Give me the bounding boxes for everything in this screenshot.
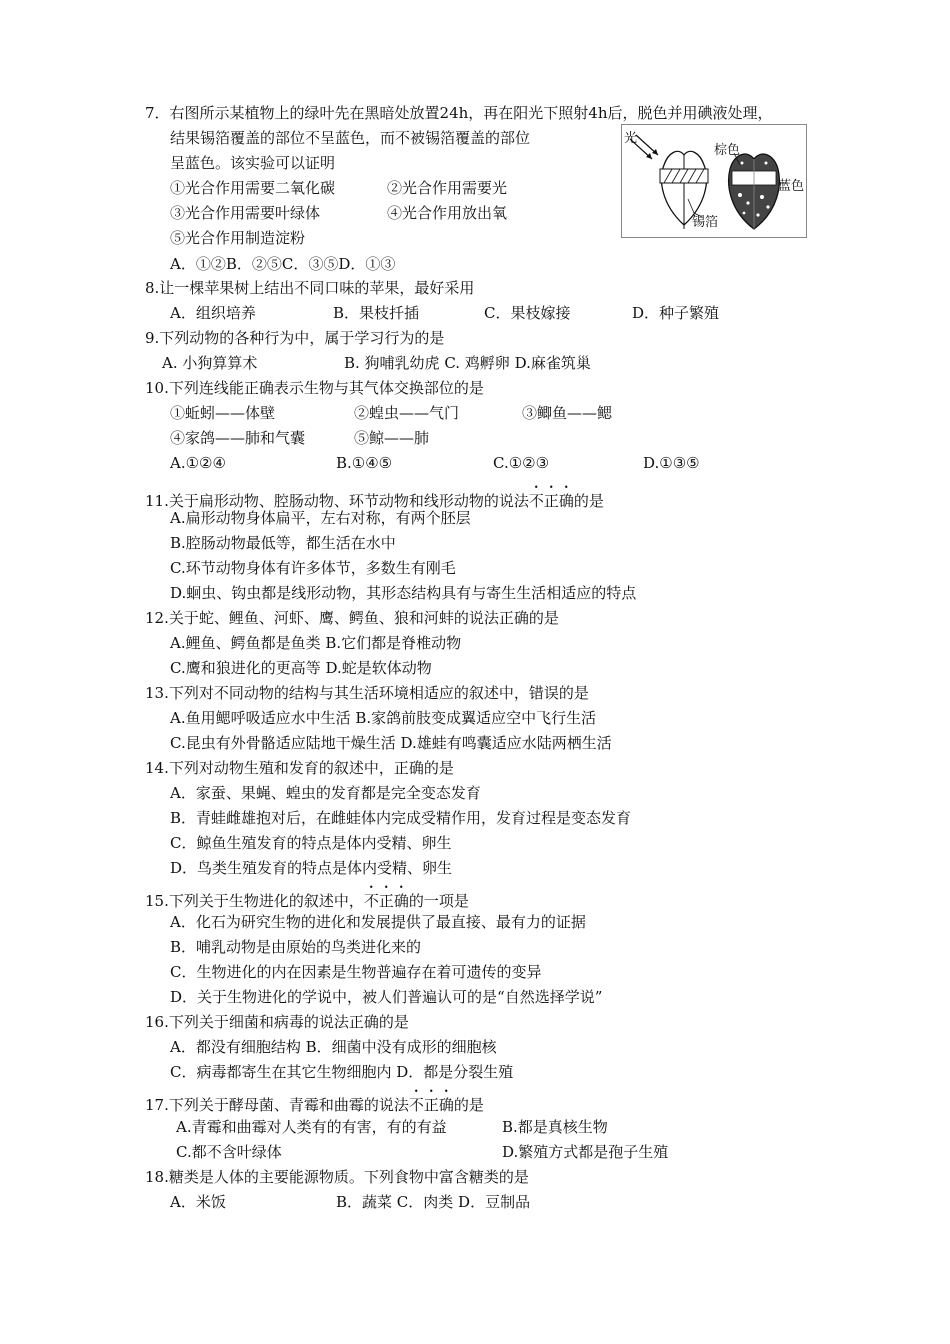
q9-options-bcd: B. 狗哺乳幼虎 C. 鸡孵卵 D.麻雀筑巢 — [344, 354, 591, 372]
emphasis-not-correct: 不正确 — [528, 492, 574, 510]
q7-stem-line2: 结果锡箔覆盖的部位不呈蓝色，而不被锡箔覆盖的部位 — [170, 129, 531, 147]
q7-options: A．①②B．②⑤C．③⑤D．①③ — [170, 255, 396, 273]
q10-stem: 10.下列连线能正确表示生物与其气体交换部位的是 — [145, 379, 484, 397]
q15-option-c: C．生物进化的内在因素是生物普遍存在着可遗传的变异 — [170, 963, 542, 981]
q17-option-a: A.青霉和曲霉对人类有的有害，有的有益 — [176, 1118, 447, 1136]
emphasis-not-correct: 不正确 — [408, 1096, 454, 1114]
q15-stem: 15.下列关于生物进化的叙述中，不正确的一项是 — [145, 892, 469, 910]
q17-option-b: B.都是真核生物 — [502, 1118, 608, 1136]
q11-option-d: D.蛔虫、钩虫都是线形动物，其形态结构具有与寄生生活相适应的特点 — [170, 584, 637, 602]
q18-option-a: A．米饭 — [170, 1193, 226, 1211]
q7-statement-4: ④光合作用放出氧 — [387, 204, 508, 222]
q12-options-cd: C.鹰和狼进化的更高等 D.蛇是软体动物 — [170, 659, 432, 677]
q10-option-c: C.①②③ — [493, 454, 550, 472]
q15-option-a: A．化石为研究生物的进化和发展提供了最直接、最有力的证据 — [170, 913, 586, 931]
figure-label-light: 光 — [624, 131, 638, 146]
q14-option-b: B．青蛙雌雄抱对后，在雌蛙体内完成受精作用，发育过程是变态发育 — [170, 809, 632, 827]
q7-statement-1: ①光合作用需要二氧化碳 — [170, 179, 336, 197]
q13-options-cd: C.昆虫有外骨骼适应陆地干燥生活 D.雄蛙有鸣囊适应水陆两栖生活 — [170, 734, 612, 752]
q7-statement-5: ⑤光合作用制造淀粉 — [170, 229, 306, 247]
q10-statement-5: ⑤鲸——肺 — [354, 429, 430, 447]
q8-option-b: B．果枝扦插 — [333, 304, 420, 322]
q10-statement-3: ③鲫鱼——鳃 — [522, 404, 613, 422]
q17-stem: 17.下列关于酵母菌、青霉和曲霉的说法不正确的是 — [145, 1096, 484, 1114]
q9-option-a: A. 小狗算算术 — [162, 354, 258, 372]
q8-option-c: C．果枝嫁接 — [484, 304, 571, 322]
q8-option-d: D．种子繁殖 — [632, 304, 720, 322]
q10-option-d: D.①③⑤ — [643, 454, 700, 472]
q13-stem: 13.下列对不同动物的结构与其生活环境相适应的叙述中，错误的是 — [145, 684, 589, 702]
q10-option-a: A.①②④ — [170, 454, 226, 472]
q14-option-a: A．家蚕、果蝇、蝗虫的发育都是完全变态发育 — [170, 784, 481, 802]
q12-options-ab: A.鲤鱼、鳄鱼都是鱼类 B.它们都是脊椎动物 — [170, 634, 462, 652]
leaf-experiment-figure — [621, 124, 807, 238]
q15-option-b: B．哺乳动物是由原始的鸟类进化来的 — [170, 938, 422, 956]
q17-option-d: D.繁殖方式都是孢子生殖 — [502, 1143, 669, 1161]
q10-statement-2: ②蝗虫——气门 — [354, 404, 460, 422]
q11-stem: 11.关于扁形动物、腔肠动物、环节动物和线形动物的说法不正确的是 — [145, 492, 604, 510]
q18-options-bcd: B．蔬菜 C．肉类 D．豆制品 — [336, 1193, 531, 1211]
q16-options-ab: A．都没有细胞结构 B．细菌中没有成形的细胞核 — [170, 1038, 497, 1056]
q11-option-a: A.扁形动物身体扁平，左右对称，有两个胚层 — [170, 509, 471, 527]
q12-stem: 12.关于蛇、鲤鱼、河虾、鹰、鳄鱼、狼和河蚌的说法正确的是 — [145, 609, 559, 627]
q7-stem-line1: 7．右图所示某植物上的绿叶先在黑暗处放置24h，再在阳光下照射4h后，脱色并用碘液处理， — [145, 104, 773, 122]
q18-stem: 18.糖类是人体的主要能源物质。下列食物中富含糖类的是 — [145, 1168, 529, 1186]
figure-label-brown: 棕色 — [714, 143, 741, 158]
q16-options-cd: C．病毒都寄生在其它生物细胞内 D．都是分裂生殖 — [170, 1063, 514, 1081]
q7-statement-2: ②光合作用需要光 — [387, 179, 508, 197]
figure-label-foil: 锡箔 — [692, 215, 719, 230]
q15-option-d: D．关于生物进化的学说中，被人们普遍认可的是“自然选择学说” — [170, 988, 603, 1006]
q7-stem-line3: 呈蓝色。该实验可以证明 — [170, 154, 336, 172]
emphasis-not-correct: 不正确 — [363, 892, 409, 910]
q11-option-c: C.环节动物身体有许多体节，多数生有刚毛 — [170, 559, 456, 577]
q9-stem: 9.下列动物的各种行为中，属于学习行为的是 — [145, 329, 445, 347]
q14-option-c: C．鲸鱼生殖发育的特点是体内受精、卵生 — [170, 834, 452, 852]
q14-option-d: D．鸟类生殖发育的特点是体内受精、卵生 — [170, 859, 453, 877]
q8-stem: 8.让一棵苹果树上结出不同口味的苹果，最好采用 — [145, 279, 475, 297]
q16-stem: 16.下列关于细菌和病毒的说法正确的是 — [145, 1013, 409, 1031]
q11-option-b: B.腔肠动物最低等，都生活在水中 — [170, 534, 396, 552]
figure-label-blue: 蓝色 — [778, 179, 805, 194]
q13-options-ab: A.鱼用鳃呼吸适应水中生活 B.家鸽前肢变成翼适应空中飞行生活 — [170, 709, 597, 727]
q17-option-c: C.都不含叶绿体 — [176, 1143, 282, 1161]
q14-stem: 14.下列对动物生殖和发育的叙述中，正确的是 — [145, 759, 454, 777]
q10-statement-4: ④家鸽——肺和气囊 — [170, 429, 306, 447]
q7-statement-3: ③光合作用需要叶绿体 — [170, 204, 321, 222]
q10-statement-1: ①蚯蚓——体壁 — [170, 404, 276, 422]
q10-option-b: B.①④⑤ — [336, 454, 393, 472]
q8-option-a: A．组织培养 — [170, 304, 256, 322]
